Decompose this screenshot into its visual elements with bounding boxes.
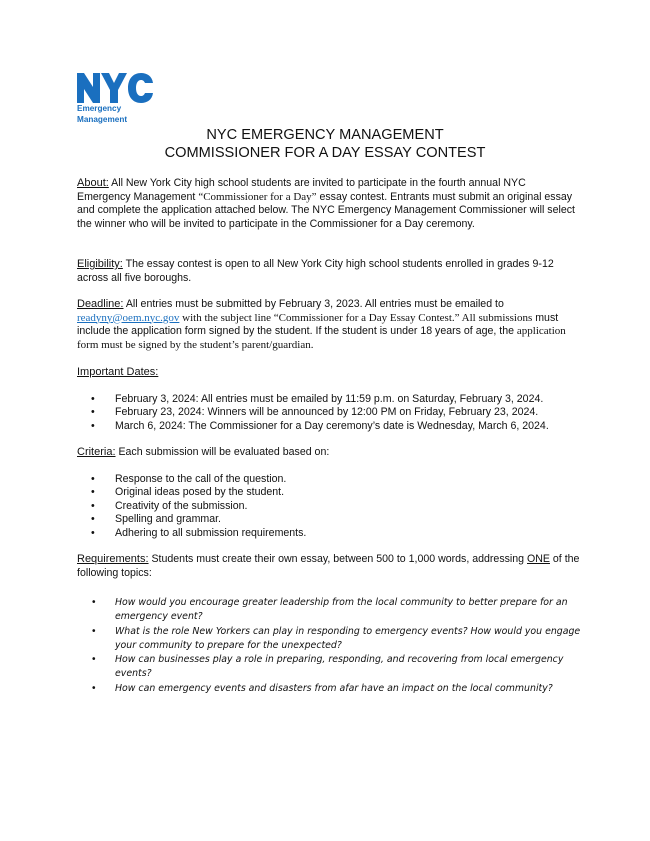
requirements-emphasis: ONE [527, 553, 550, 565]
requirements-text-b: of the following topics: [77, 553, 580, 579]
deadline-text-d: application form must be signed by the student’s parent/guardian. [77, 325, 566, 351]
title-line-1: NYC EMERGENCY MANAGEMENT [206, 127, 444, 143]
about-text-a: All New York City high school students are invited to participate in the fourth annual NYC Emergency Management [77, 177, 526, 203]
deadline-heading: Deadline: [77, 298, 124, 310]
about-heading: About: [77, 177, 109, 189]
criteria-heading: Criteria: [77, 446, 116, 458]
topic-item: • What is the role New Yorkers can play in responding to emergency events? How would you engage your community to prepare for the unexpected? [77, 625, 582, 654]
about-text-b: essay contest. Entrants must submit an original essay and complete the application attached below. The NYC Emergency Management Commissioner will select the winner who will be invited to participate in the Commissioner for a Day ceremony. [77, 190, 575, 230]
logo-text-emergency: Emergency [77, 104, 122, 113]
eligibility-heading: Eligibility: [77, 258, 123, 270]
important-dates-section [77, 366, 582, 433]
about-section [77, 177, 582, 231]
criteria-item: • Response to the call of the question. [77, 473, 582, 487]
criteria-list [77, 473, 582, 541]
deadline-text-c: must include the application form signed by the student. If the student is under 18 years of age, the [77, 311, 559, 337]
criteria-item: • Original ideas posed by the student. [77, 486, 582, 500]
requirements-text-a: Students must create their own essay, between 500 to 1,000 words, addressing [148, 553, 527, 565]
requirements-section [77, 553, 582, 580]
topics-list [77, 596, 582, 696]
criteria-item: • Spelling and grammar. [77, 513, 582, 527]
date-item: • March 6, 2024: The Commissioner for a Day ceremony’s date is Wednesday, March 6, 2024. [77, 420, 582, 434]
criteria-text: Each submission will be evaluated based on: [115, 446, 330, 458]
topic-item: • How can businesses play a role in preparing, responding, and recovering from local emergency events? [77, 653, 582, 682]
document-title [0, 126, 650, 162]
topic-item: • How can emergency events and disasters from afar have an impact on the local community? [77, 682, 582, 696]
criteria-item: • Creativity of the submission. [77, 500, 582, 514]
deadline-section [77, 298, 587, 352]
eligibility-section [77, 258, 582, 285]
about-quote: “Commissioner for a Day” [198, 190, 317, 203]
nyc-logo-icon [77, 73, 153, 103]
nyc-emergency-management-logo [77, 73, 157, 124]
important-dates-list [77, 393, 582, 434]
title-line-2: COMMISSIONER FOR A DAY ESSAY CONTEST [164, 145, 486, 161]
important-dates-heading: Important Dates: [77, 366, 159, 378]
criteria-section [77, 446, 582, 540]
criteria-item: • Adhering to all submission requirements. [77, 527, 582, 541]
eligibility-text: The essay contest is open to all New York City high school students enrolled in grades 9-12 across all five boroughs. [77, 258, 554, 284]
logo-text-management: Management [77, 114, 128, 124]
email-link[interactable]: readyny@oem.nyc.gov [77, 311, 180, 324]
date-item: • February 23, 2024: Winners will be announced by 12:00 PM on Friday, February 23, 2024. [77, 406, 582, 420]
deadline-text-a: All entries must be submitted by February 3, 2023. All entries must be emailed to [123, 298, 504, 310]
requirements-heading: Requirements: [77, 553, 149, 565]
topic-item: • How would you encourage greater leadership from the local community to better prepare for an emergency event? [77, 596, 582, 625]
deadline-text-b: with the subject line “Commissioner for a Day Essay Contest.” All submissions [179, 311, 533, 324]
date-item: • February 3, 2024: All entries must be emailed by 11:59 p.m. on Saturday, February 3, 2024. [77, 393, 582, 407]
